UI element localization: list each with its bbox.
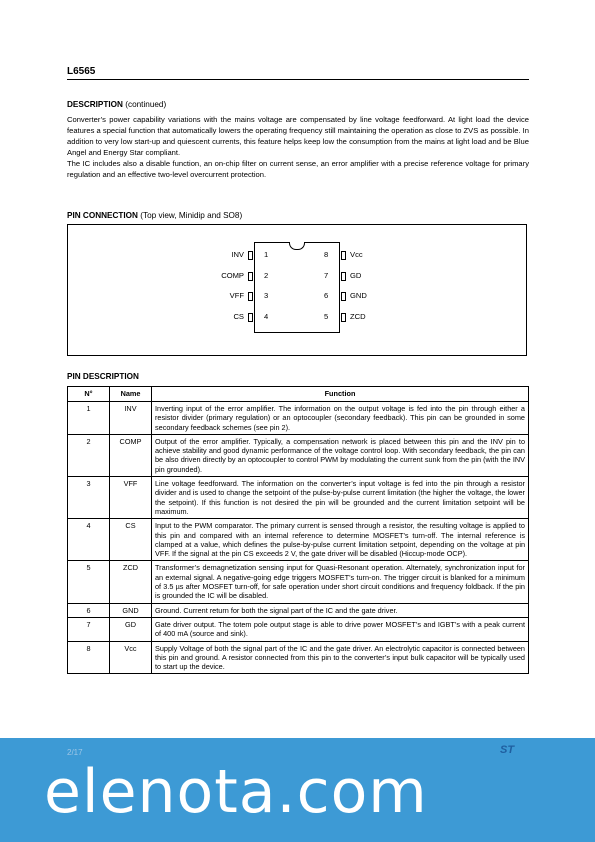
description-heading-suffix: (continued): [125, 100, 167, 109]
table-row: [68, 641, 529, 674]
table-row: [68, 603, 529, 617]
pin-connection-heading: [67, 211, 242, 220]
pin-function-cell: Ground. Current return for both the signal part of the IC and the gate driver.: [152, 603, 529, 617]
pin-name-cell: GND: [110, 603, 152, 617]
description-body: [67, 114, 529, 180]
pin-number-cell: 6: [68, 603, 110, 617]
column-header-function: Function: [152, 387, 529, 402]
pin-name-cell: ZCD: [110, 561, 152, 603]
pin-name: CS: [233, 312, 244, 321]
pin-function-cell: Output of the error amplifier. Typically, a compensation network is placed between this pin and the INV pin to achieve stability and good dynamic performance of the voltage control loop. With secondary feedback, the pin can be also driven directly by an optocoupler to control PWM by modulating the current sunk from the pin (with the INV pin grounded).: [152, 434, 529, 476]
pin-name-cell: COMP: [110, 434, 152, 476]
pin-stub: [341, 313, 346, 322]
pin-description-heading-label: PIN DESCRIPTION: [67, 372, 139, 381]
pin-number: 5: [324, 312, 329, 321]
pin-stub: [248, 251, 253, 260]
document-title: L6565: [67, 66, 96, 77]
pin-number: 2: [264, 271, 269, 280]
pin-number-cell: 7: [68, 617, 110, 641]
pin-function-cell: Inverting input of the error amplifier. The information on the output voltage is fed into the pin through either a resistor divider (primary regulation) or an optocoupler (secondary feedback). This pin can be grounded in some secondary feedback schemes (see pin 2).: [152, 402, 529, 435]
pin-number: 3: [264, 291, 269, 300]
pin-name: GND: [350, 291, 367, 300]
description-heading-label: DESCRIPTION: [67, 100, 123, 109]
pin-description-table: [67, 386, 529, 674]
page-number: 2/17: [67, 748, 83, 757]
pin-stub: [341, 272, 346, 281]
column-header-name: Name: [110, 387, 152, 402]
table-header-row: [68, 387, 529, 402]
table-row: [68, 617, 529, 641]
pin-number-cell: 8: [68, 641, 110, 674]
pin-function-cell: Line voltage feedforward. The information on the converter’s input voltage is fed into the pin through a resistor divider and is used to change the setpoint of the pulse-by-pulse current limitation (the higher the voltage, the lower the setpoint). If this function is not desired the pin will be grounded and the current limitation setpoint will be maximum.: [152, 477, 529, 519]
pin-number-cell: 2: [68, 434, 110, 476]
pin-function-cell: Supply Voltage of both the signal part of the IC and the gate driver. An electrolytic capacitor is connected between this pin and ground. A resistor connected from this pin to the converter’s input bulk capacitor will be typically used to start up the device.: [152, 641, 529, 674]
table-row: [68, 402, 529, 435]
description-heading: [67, 100, 166, 109]
pin-function-cell: Input to the PWM comparator. The primary current is sensed through a resistor, the resulting voltage is applied to this pin and compared with an internal reference to determine MOSFET’s turn-off. The internal reference is clamped at a value, which defines the pulse-by-pulse current limitation setpoint, depending on the voltage at pin VFF. If the signal at the pin CS exceeds 2 V, the gate driver will be disabled (Hiccup-mode OCP).: [152, 519, 529, 561]
pin-stub: [341, 292, 346, 301]
pin-number-cell: 5: [68, 561, 110, 603]
pin-name: GD: [350, 271, 362, 280]
pin-function-cell: Transformer’s demagnetization sensing input for Quasi-Resonant operation. Alternately, synchronization input for an external signal. A negative-going edge triggers MOSFET’s turn-on. The trigger circuit is blanked for a minimum of 3.5 µs after MOSFET turn-off, for safe operation under short circuit conditions and frequency foldback. If the pin is grounded the IC will be disabled.: [152, 561, 529, 603]
pin-name-cell: Vcc: [110, 641, 152, 674]
pin-connection-heading-label: PIN CONNECTION: [67, 211, 138, 220]
table-row: [68, 519, 529, 561]
pin-name-cell: INV: [110, 402, 152, 435]
pin-number-cell: 3: [68, 477, 110, 519]
pin-stub: [341, 251, 346, 260]
pin-number: 4: [264, 312, 269, 321]
pin-name: ZCD: [350, 312, 366, 321]
pin-description-heading: [67, 372, 139, 381]
watermark[interactable]: elenota.com: [44, 757, 428, 827]
pin-number-cell: 1: [68, 402, 110, 435]
pin-name: Vcc: [350, 250, 363, 259]
pin-connection-diagram: [67, 224, 527, 356]
pin-name-cell: GD: [110, 617, 152, 641]
pin-function-cell: Gate driver output. The totem pole output stage is able to drive power MOSFET’s and IGBT’s with a peak current of 400 mA (source and sink).: [152, 617, 529, 641]
pin-number: 6: [324, 291, 329, 300]
pin-number-cell: 4: [68, 519, 110, 561]
header-rule: [67, 79, 529, 80]
pin-name: COMP: [221, 271, 244, 280]
description-paragraph: The IC includes also a disable function, an on-chip filter on current sense, an error amplifier with a precise reference voltage for primary regulation and an effective two-level overcurrent protection.: [67, 159, 529, 179]
pin-number: 8: [324, 250, 329, 259]
pin-number: 7: [324, 271, 329, 280]
st-logo: ST: [500, 744, 515, 756]
pin-connection-heading-suffix: (Top view, Minidip and SO8): [140, 211, 243, 220]
description-paragraph: Converter’s power capability variations with the mains voltage are compensated by line voltage feedforward. At light load the device features a special function that automatically lowers the operating frequency still maintaining the operation as close to ZVS as possible. In addition to very low start-up and quiescent currents, this feature helps keep low the consumption from the mains at light load and be Blue Angel and Energy Star compliant.: [67, 115, 529, 157]
pin-number: 1: [264, 250, 269, 259]
column-header-number: N°: [68, 387, 110, 402]
table-row: [68, 477, 529, 519]
pin-name-cell: VFF: [110, 477, 152, 519]
pin-stub: [248, 292, 253, 301]
table-row: [68, 561, 529, 603]
pin-name: INV: [231, 250, 244, 259]
table-row: [68, 434, 529, 476]
pin-stub: [248, 272, 253, 281]
pin-stub: [248, 313, 253, 322]
pin-name-cell: CS: [110, 519, 152, 561]
pin-name: VFF: [229, 291, 244, 300]
